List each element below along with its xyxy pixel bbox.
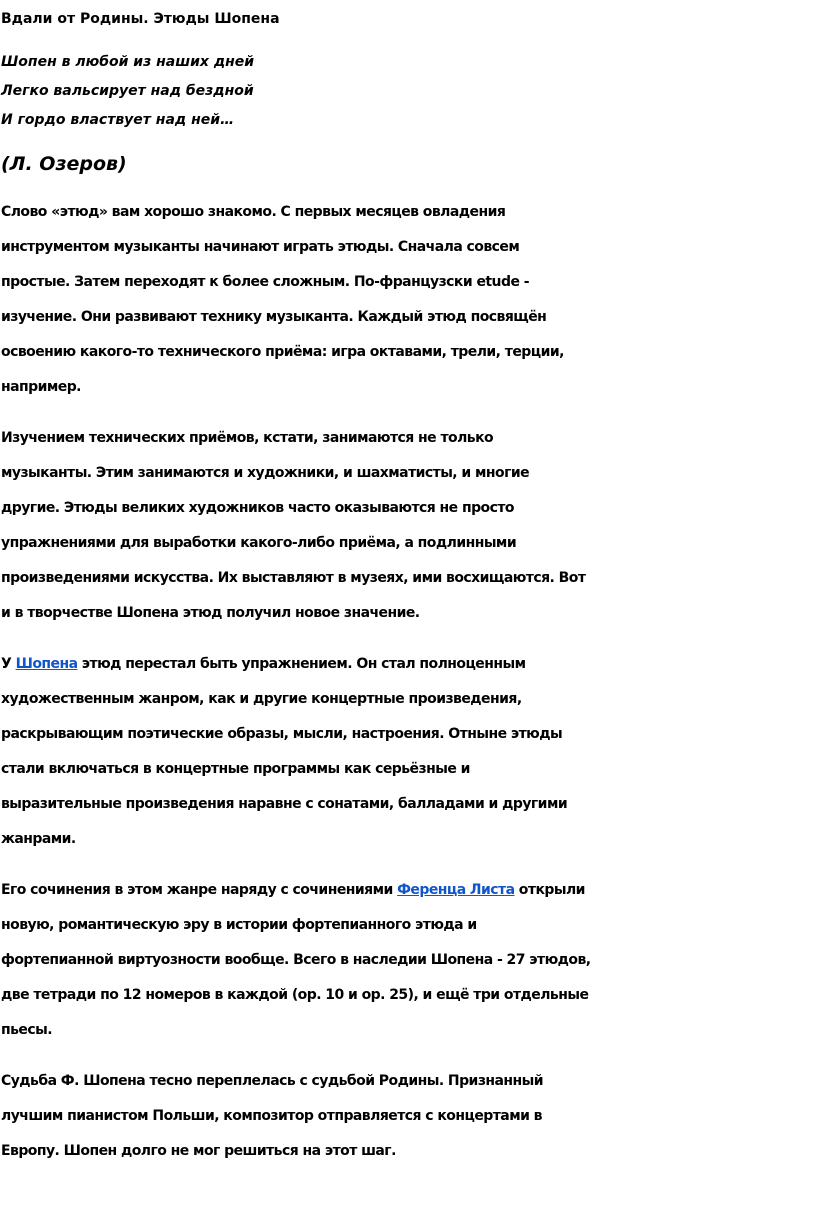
text-line: раскрывающим поэтические образы, мысли, настроения. Отныне этюды [1, 726, 563, 742]
text-fragment: У [1, 656, 16, 672]
text-line: художественным жанром, как и другие концертные произведения, [1, 691, 522, 707]
paragraph-homeland [1, 1064, 815, 1169]
text-line: упражнениями для выработки какого-либо приёма, а подлинными [1, 535, 517, 551]
text-line: инструментом музыканты начинают играть этюды. Сначала совсем [1, 239, 520, 255]
text-line: жанрами. [1, 831, 76, 847]
epigraph-line: Легко вальсирует над бездной [1, 83, 254, 99]
text-line: Судьба Ф. Шопена тесно переплелась с судьбой Родины. Признанный [1, 1073, 544, 1089]
text-line: две тетради по 12 номеров в каждой (ор. 10 и ор. 25), и ещё три отдельные [1, 987, 589, 1003]
text-line: произведениями искусства. Их выставляют в музеях, ими восхищаются. Вот [1, 570, 586, 586]
text-line: другие. Этюды великих художников часто оказываются не просто [1, 500, 514, 516]
text-line: музыканты. Этим занимаются и художники, и шахматисты, и многие [1, 465, 530, 481]
epigraph-line: И гордо властвует над ней… [1, 112, 235, 128]
text-line: Слово «этюд» вам хорошо знакомо. С первых месяцев овладения [1, 204, 506, 220]
epigraph-author: (Л. Озеров) [1, 153, 127, 175]
paragraph-chopin-genre [1, 647, 815, 857]
text-line [1, 647, 815, 682]
text-line: освоению какого-то технического приёма: игра октавами, трели, терции, [1, 344, 564, 360]
text-line: лучшим пианистом Польши, композитор отправляется с концертами в [1, 1108, 542, 1124]
text-line: новую, романтическую эру в истории фортепианного этюда и [1, 917, 477, 933]
chopin-link[interactable]: Шопена [15, 656, 78, 672]
text-line: изучение. Они развивают технику музыканта. Каждый этюд посвящён [1, 309, 547, 325]
text-fragment: Его сочинения в этом жанре наряду с сочинениями [1, 882, 398, 898]
text-line: и в творчестве Шопена этюд получил новое значение. [1, 605, 420, 621]
text-line: фортепианной виртуозности вообще. Всего в наследии Шопена - 27 этюдов, [1, 952, 591, 968]
text-fragment: этюд перестал быть упражнением. Он стал полноценным [77, 656, 526, 672]
text-line [1, 873, 815, 908]
paragraph-techniques [1, 421, 815, 631]
text-fragment: открыли [514, 882, 585, 898]
text-line: простые. Затем переходят к более сложным. По-французски etude - [1, 274, 529, 290]
epigraph-line: Шопен в любой из наших дней [1, 54, 255, 70]
page-title: Вдали от Родины. Этюды Шопена [1, 11, 280, 27]
paragraph-etude-intro [1, 195, 815, 405]
text-line: Европу. Шопен долго не мог решиться на этот шаг. [1, 1143, 396, 1159]
text-line: пьесы. [1, 1022, 52, 1038]
text-line: Изучением технических приёмов, кстати, занимаются не только [1, 430, 494, 446]
paragraph-liszt [1, 873, 815, 1048]
text-line: стали включаться в концертные программы как серьёзные и [1, 761, 470, 777]
text-line: выразительные произведения наравне с сонатами, балладами и другими [1, 796, 568, 812]
text-line: например. [1, 379, 81, 395]
epigraph [1, 48, 816, 135]
liszt-link[interactable]: Ференца Листа [397, 882, 515, 898]
